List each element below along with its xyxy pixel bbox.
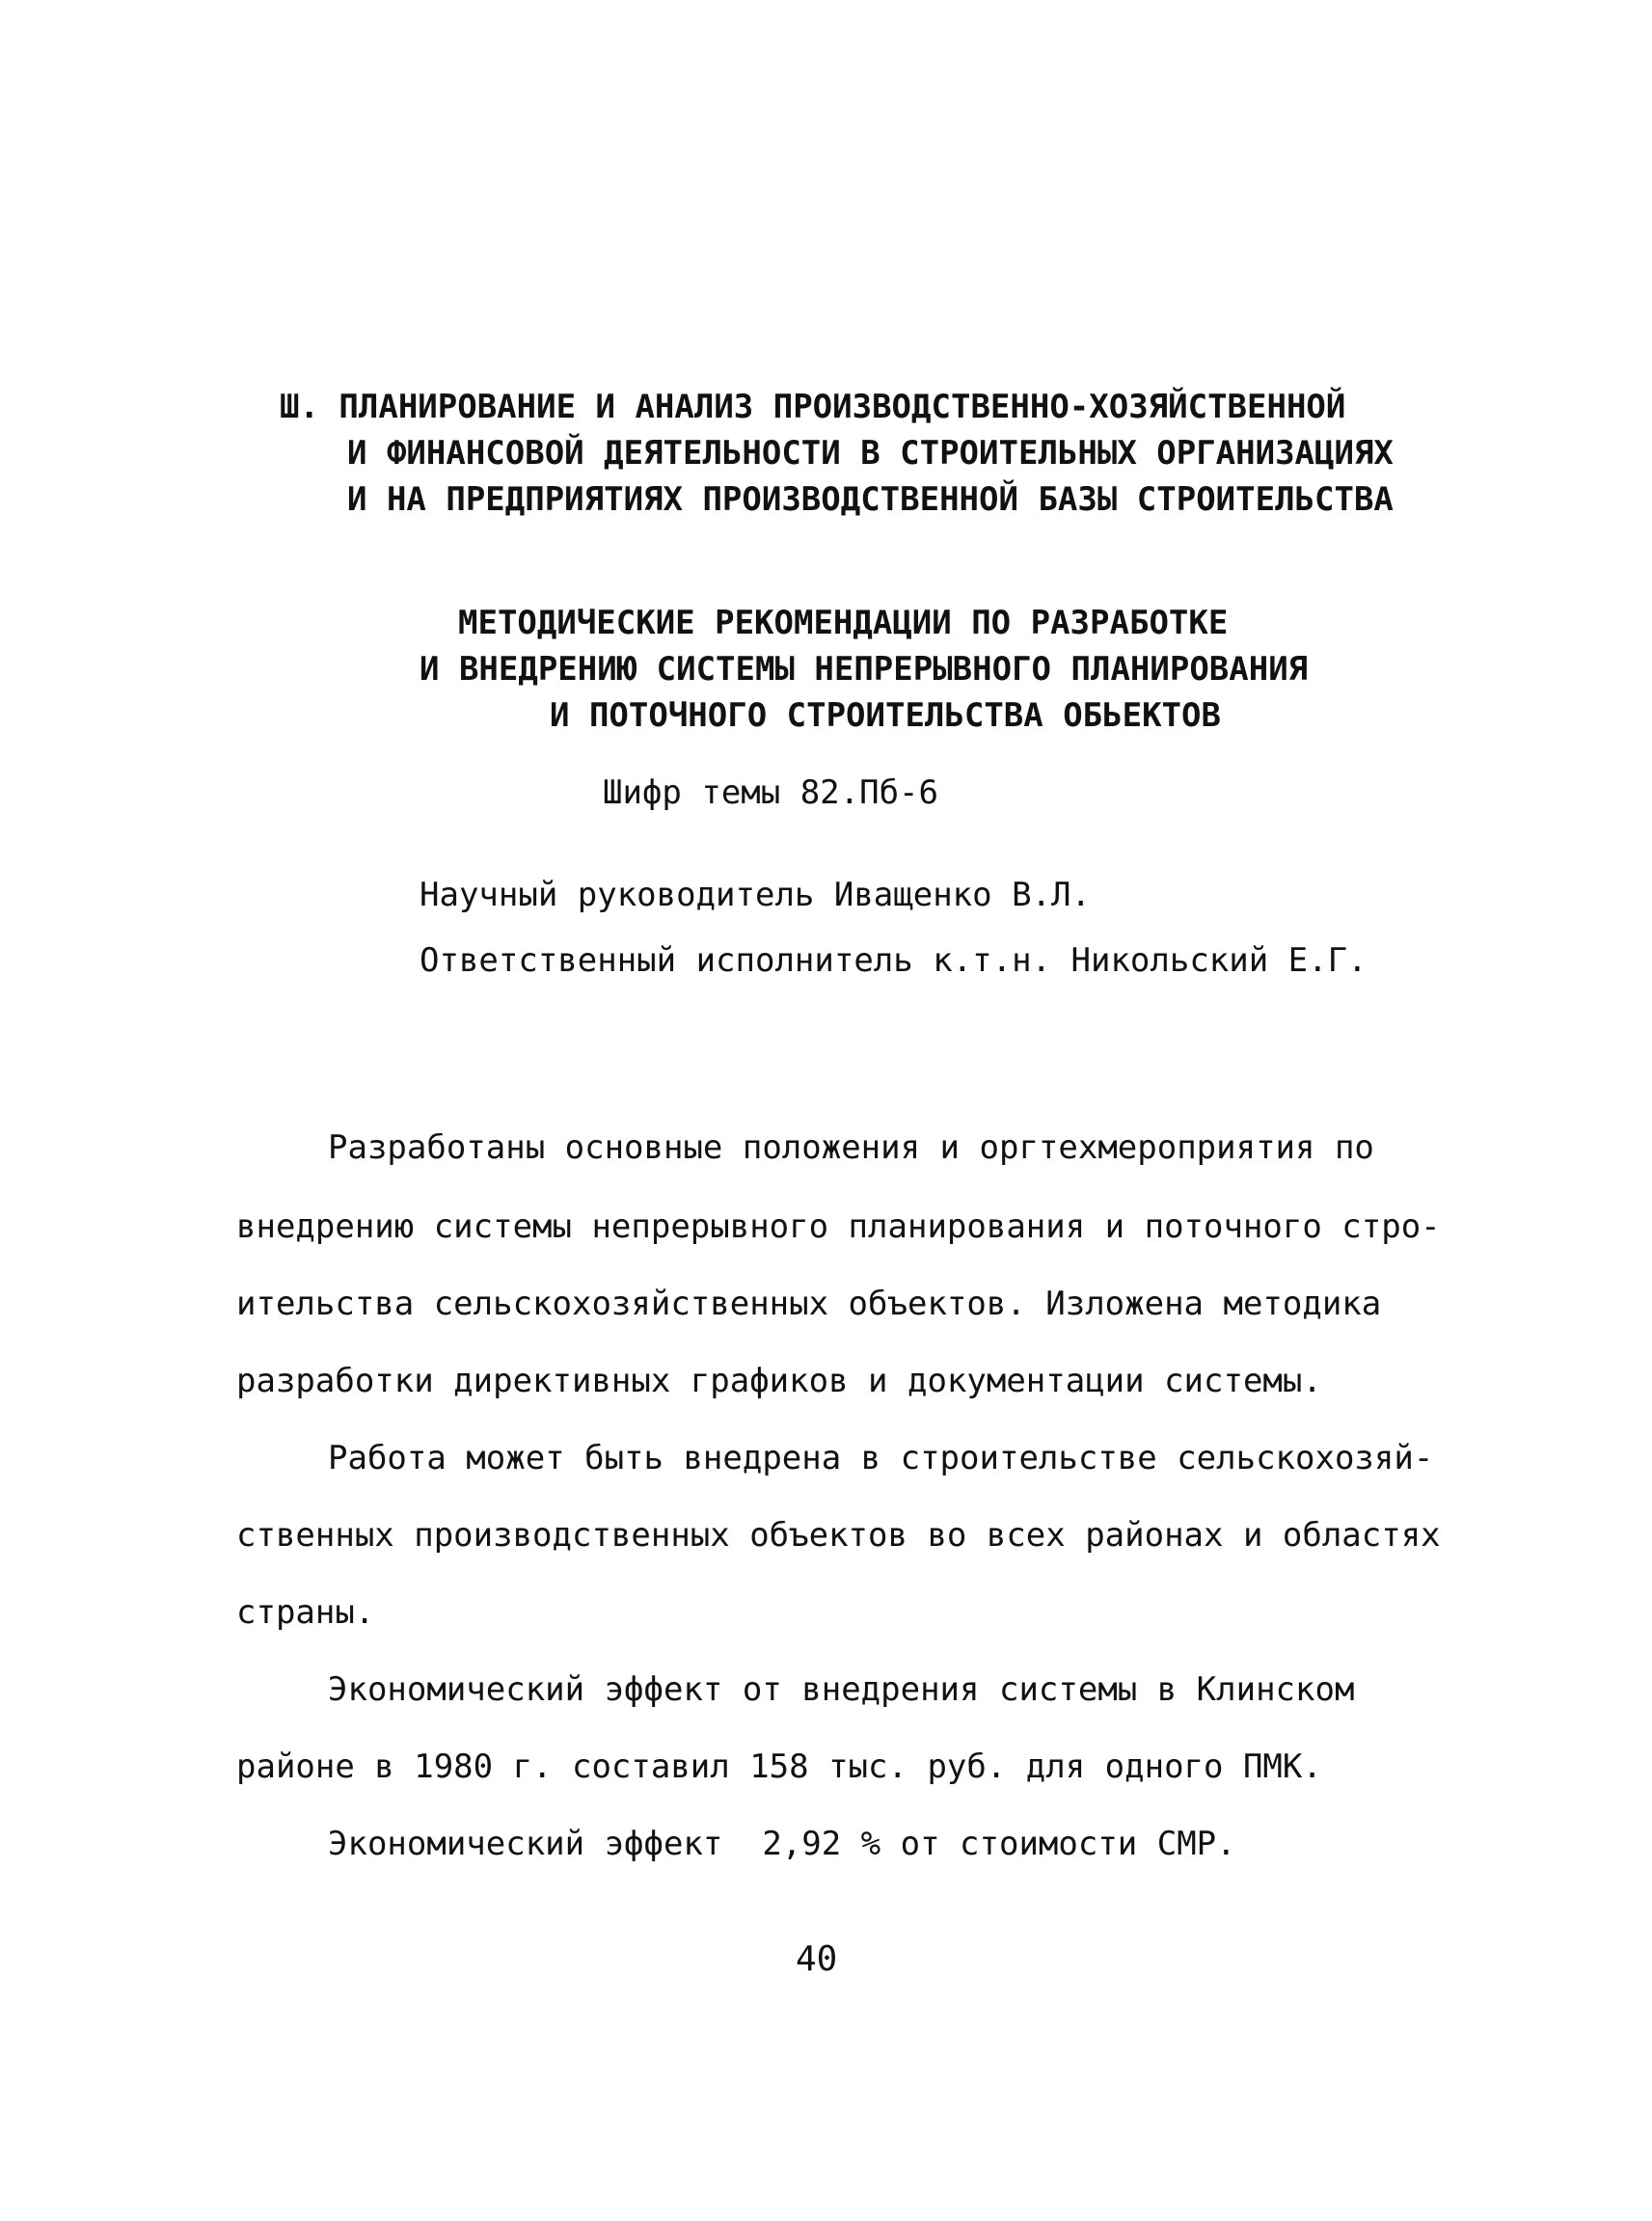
paragraph-1-line-1: Разработаны основные положения и оргтехмероприятия по xyxy=(328,1128,1374,1167)
paragraph-3-line-1: Экономический эффект от внедрения системы в Клинском xyxy=(328,1670,1355,1709)
scientific-supervisor: Научный руководитель Иващенко В.Л. xyxy=(420,876,1091,914)
paragraph-2-line-3: страны. xyxy=(236,1593,375,1632)
page-number: 40 xyxy=(796,1939,838,1979)
paragraph-3-line-2: районе в 1980 г. составил 158 тыс. руб. для одного ПМК. xyxy=(236,1747,1322,1786)
topic-code: Шифр темы 82.Пб-6 xyxy=(603,773,938,812)
section-heading-line-2: И ФИНАНСОВОЙ ДЕЯТЕЛЬНОСТИ В СТРОИТЕЛЬНЫХ ОРГАНИЗАЦИЯХ xyxy=(347,434,1394,473)
responsible-executor: Ответственный исполнитель к.т.н. Никольский Е.Г. xyxy=(420,941,1368,980)
title-line-2: И ВНЕДРЕНИЮ СИСТЕМЫ НЕПРЕРЫВНОГО ПЛАНИРОВАНИЯ xyxy=(420,650,1309,689)
section-heading-line-3: И НА ПРЕДПРИЯТИЯХ ПРОИЗВОДСТВЕННОЙ БАЗЫ СТРОИТЕЛЬСТВА xyxy=(347,480,1394,519)
paragraph-2-line-2: ственных производственных объектов во всех районах и областях xyxy=(236,1516,1441,1555)
title-line-3: И ПОТОЧНОГО СТРОИТЕЛЬСТВА ОБЬЕКТОВ xyxy=(550,696,1221,735)
paragraph-4-line-1: Экономический эффект 2,92 % от стоимости СМР. xyxy=(328,1825,1236,1863)
paragraph-2-line-1: Работа может быть внедрена в строительстве сельскохозяй- xyxy=(328,1439,1434,1477)
title-line-1: МЕТОДИЧЕСКИЕ РЕКОМЕНДАЦИИ ПО РАЗРАБОТКЕ xyxy=(458,604,1229,642)
paragraph-1-line-3: ительства сельскохозяйственных объектов. Изложена методика xyxy=(236,1285,1382,1323)
section-heading-line-1: Ш. ПЛАНИРОВАНИЕ И АНАЛИЗ ПРОИЗВОДСТВЕННО-ХОЗЯЙСТВЕННОЙ xyxy=(280,388,1346,426)
paragraph-1-line-2: внедрению системы непрерывного планирования и поточного стро- xyxy=(236,1207,1441,1246)
paragraph-1-line-4: разработки директивных графиков и документации системы. xyxy=(236,1362,1322,1400)
